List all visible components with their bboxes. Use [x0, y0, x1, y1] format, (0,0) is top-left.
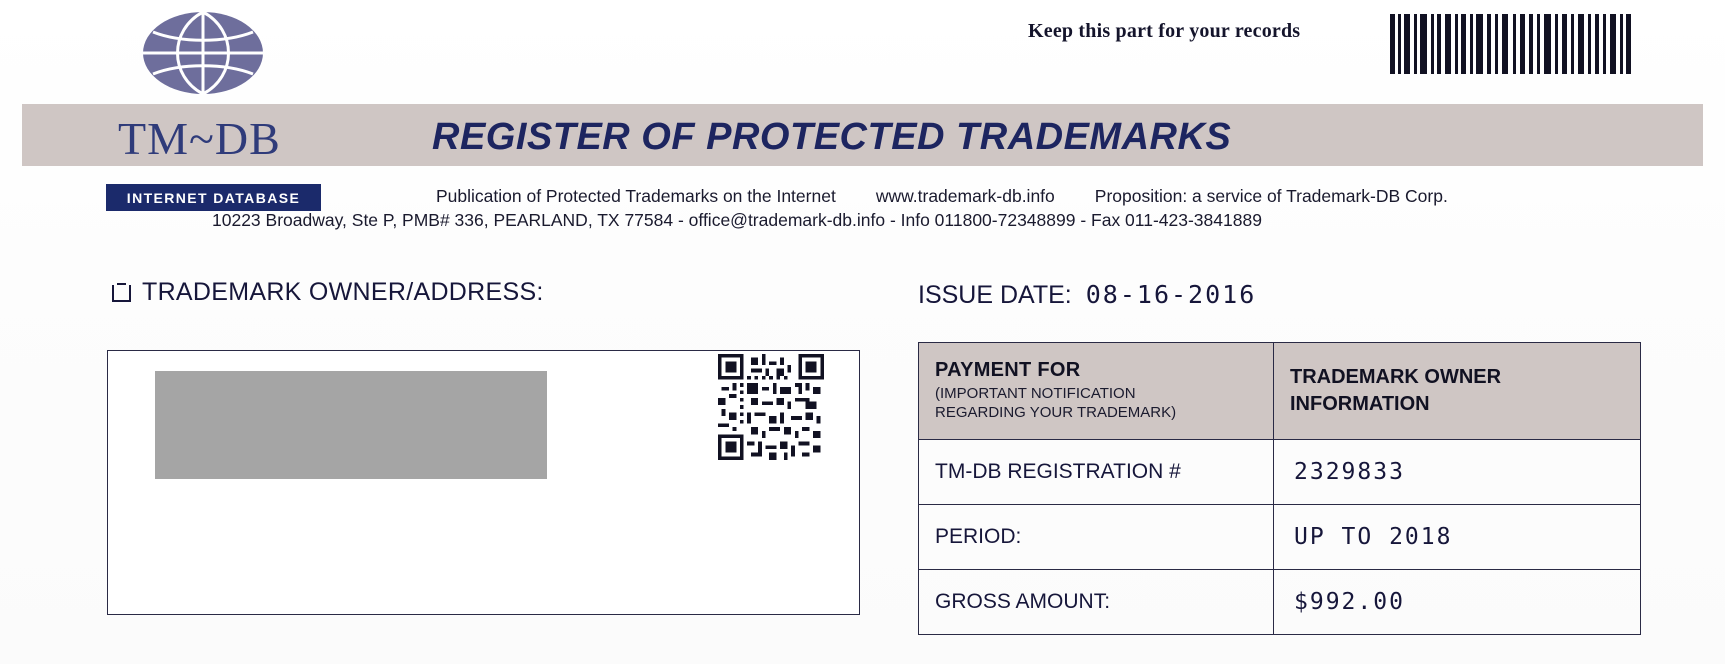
- trademark-owner-heading: [112, 278, 544, 307]
- internet-database-badge: INTERNET DATABASE: [106, 184, 321, 211]
- document-title: REGISTER OF PROTECTED TRADEMARKS: [432, 116, 1232, 158]
- globe-logo-icon: [141, 10, 265, 96]
- issue-date-label: ISSUE DATE:: [918, 281, 1072, 309]
- header-owner-info-line2: INFORMATION: [1290, 393, 1430, 415]
- row-value-registration: 2329833: [1274, 440, 1641, 505]
- payment-table: [918, 342, 1641, 635]
- row-label-period: PERIOD:: [919, 505, 1274, 570]
- publication-line: [436, 186, 1448, 207]
- barcode: [1388, 14, 1634, 74]
- row-value-period: UP TO 2018: [1274, 505, 1641, 570]
- header-owner-info-line1: TRADEMARK OWNER: [1290, 366, 1502, 388]
- header-payment-for-title: PAYMENT FOR: [935, 359, 1081, 382]
- header-payment-for-sub1: (IMPORTANT NOTIFICATION: [935, 385, 1136, 403]
- row-value-gross-amount: $992.00: [1274, 570, 1641, 635]
- table-row: [919, 505, 1641, 570]
- table-row: [919, 570, 1641, 635]
- brand-wordmark: TM~DB: [118, 113, 281, 164]
- header-cell-payment-for: [919, 343, 1274, 440]
- table-header-row: [919, 343, 1641, 440]
- table-row: [919, 440, 1641, 505]
- issue-date: [918, 280, 1256, 310]
- header-cell-owner-information: [1274, 343, 1641, 440]
- row-label-registration: TM-DB REGISTRATION #: [919, 440, 1274, 505]
- envelope-marker-icon: [112, 283, 131, 302]
- row-label-gross-amount: GROSS AMOUNT:: [919, 570, 1274, 635]
- trademark-owner-heading-label: TRADEMARK OWNER/ADDRESS:: [142, 278, 544, 306]
- issue-date-value: 08-16-2016: [1085, 280, 1257, 309]
- proposition-text: Proposition: a service of Trademark-DB Corp.: [1094, 186, 1448, 206]
- redacted-address-block: [155, 371, 547, 479]
- publication-text: Publication of Protected Trademarks on the Internet: [436, 186, 836, 206]
- website-text: www.trademark-db.info: [875, 186, 1055, 206]
- owner-address-box: [107, 350, 860, 615]
- keep-for-records-note: Keep this part for your records: [1028, 20, 1301, 42]
- address-line: 10223 Broadway, Ste P, PMB# 336, PEARLAND, TX 77584 - office@trademark-db.info - Info 011800-72348899 - Fax 011-423-3841889: [212, 210, 1262, 230]
- qr-code: [718, 354, 824, 460]
- header-payment-for-sub2: REGARDING YOUR TRADEMARK): [935, 404, 1177, 421]
